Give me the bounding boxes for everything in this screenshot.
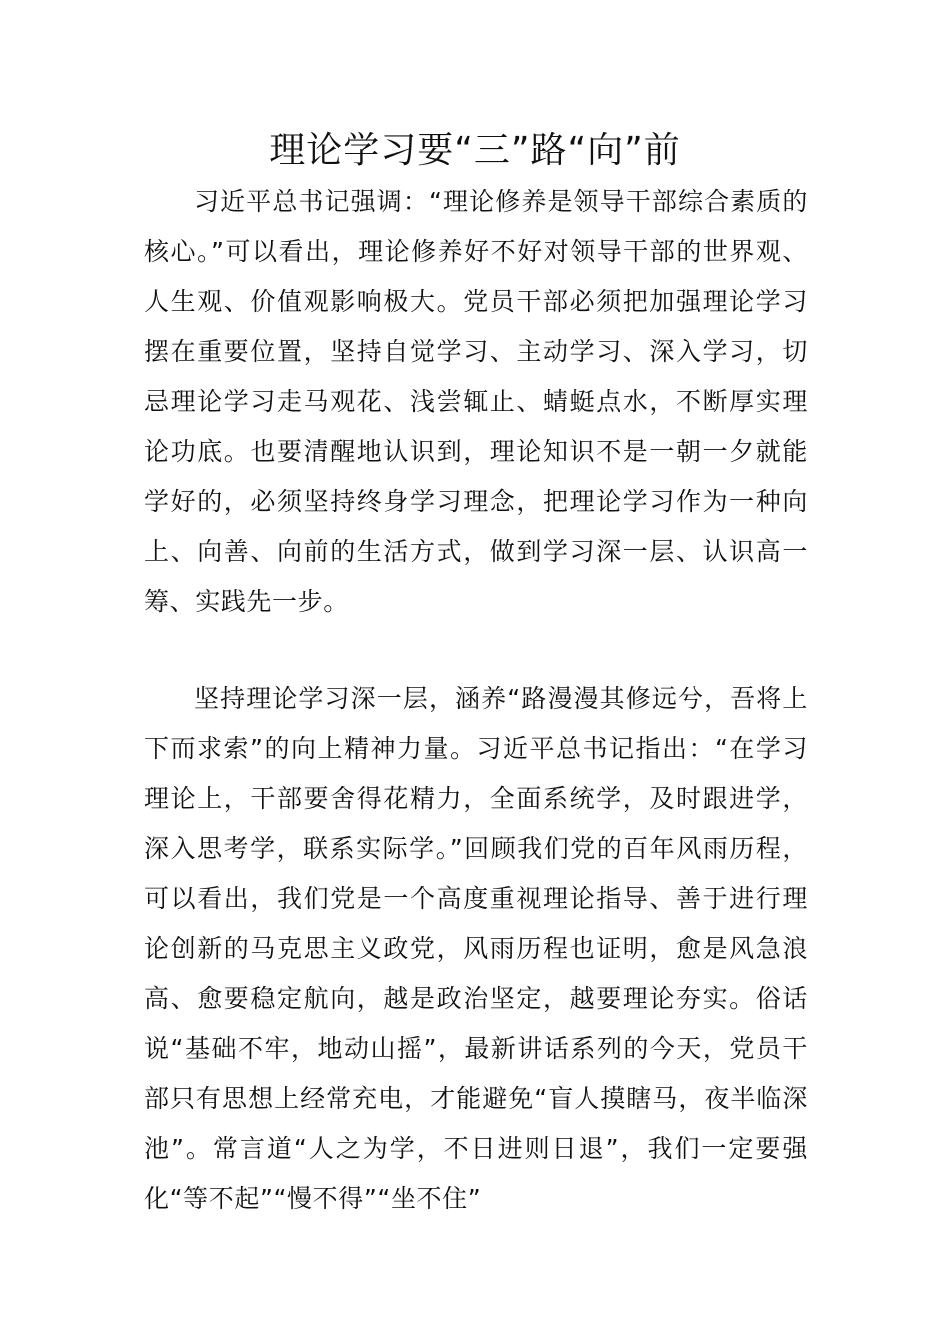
document-title: 理论学习要“三”路“向”前 bbox=[269, 130, 681, 171]
paragraph-1: 习近平总书记强调：“理论修养是领导干部综合素质的核心。”可以看出，理论修养好不好对领导干部的世界观、人生观、价值观影响极大。党员干部必须把加强理论学习摆在重要位置，坚持自觉学习、主动学习、深入学习，切忌理论学习走马观花、浅尝辄止、蜻蜓点水，不断厚实理论功底。也要清醒地认识到，理论知识不是一朝一夕就能学好的，必须坚持终身学习理念，把理论学习作为一种向上、向善、向前的生活方式，做到学习深一层、认识高一筹、实践先一步。 bbox=[144, 187, 808, 616]
paragraph-2: 坚持理论学习深一层，涵养“路漫漫其修远兮，吾将上下而求索”的向上精神力量。习近平总书记指出：“在学习理论上，干部要舍得花精力，全面系统学，及时跟进学，深入思考学，联系实际学。”回顾我们党的百年风雨历程，可以看出，我们党是一个高度重视理论指导、善于进行理论创新的马克思主义政党，风雨历程也证明，愈是风急浪高、愈要稳定航向，越是政治坚定，越要理论夯实。俗话说“基础不牢，地动山摇”，最新讲话系列的今天，党员干部只有思想上经常充电，才能避免“盲人摸瞎马，夜半临深池”。常言道“人之为学，不日进则日退”，我们一定要强化“等不起”“慢不得”“坐不住” bbox=[144, 684, 808, 1213]
